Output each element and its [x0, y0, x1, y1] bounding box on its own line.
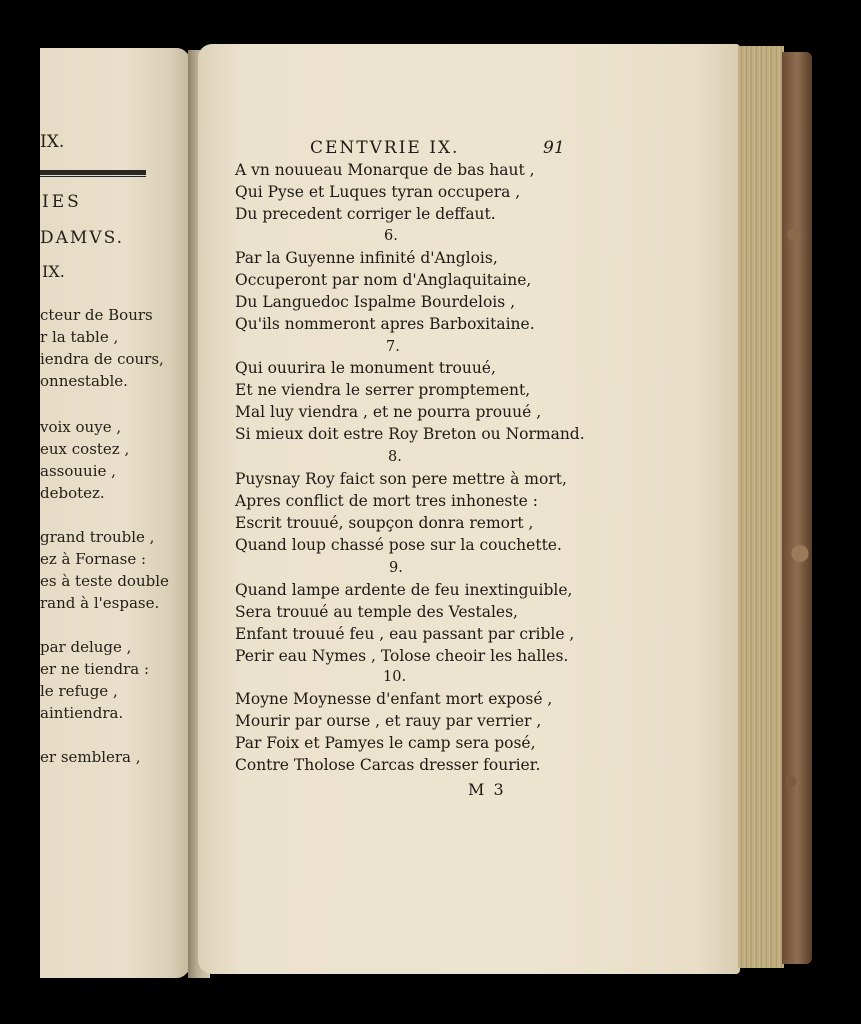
signature-mark: M 3 [468, 780, 506, 799]
quatrain-number: 6. [384, 228, 398, 244]
verse-line: Par Foix et Pamyes le camp sera posé, [235, 734, 536, 752]
verse-line: Du precedent corriger le deffaut. [235, 205, 496, 223]
left-verse-line: voix ouye , [40, 418, 122, 436]
verse-line: A vn nouueau Monarque de bas haut , [235, 161, 535, 179]
verse-line: Sera trouué au temple des Vestales, [235, 603, 518, 621]
verse-line: Mourir par ourse , et rauy par verrier , [235, 712, 542, 730]
page-number: 91 [543, 138, 565, 158]
left-verse-line: eux costez , [40, 440, 130, 458]
marbled-cover [782, 52, 812, 964]
verse-line: Mal luy viendra , et ne pourra prouué , [235, 403, 542, 421]
left-verse-line: debotez. [40, 484, 105, 502]
left-title-line: IES [42, 192, 82, 212]
verse-line: Qui Pyse et Luques tyran occupera , [235, 183, 521, 201]
quatrain-number: 7. [386, 339, 400, 355]
left-verse-line: rand à l'espase. [40, 594, 160, 612]
left-title-line: IX. [42, 262, 65, 281]
verse-line: Quand lampe ardente de feu inextinguible, [235, 581, 573, 599]
left-verse-line: ez à Fornase : [40, 550, 147, 568]
quatrain-number: 10. [383, 669, 407, 685]
verse-line: Perir eau Nymes , Tolose cheoir les halles. [235, 647, 569, 665]
running-head: CENTVRIE IX. [310, 138, 460, 158]
verse-line: Enfant trouué feu , eau passant par crible , [235, 625, 575, 643]
left-page [40, 48, 195, 978]
page-edges [738, 46, 784, 968]
verse-line: Qu'ils nommeront apres Barboxitaine. [235, 315, 535, 333]
left-verse-line: cteur de Bours [40, 306, 153, 324]
verse-line: Occuperont par nom d'Anglaquitaine, [235, 271, 532, 289]
left-verse-line: es à teste double [40, 572, 169, 590]
verse-line: Si mieux doit estre Roy Breton ou Normand. [235, 425, 585, 443]
left-verse-line: le refuge , [40, 682, 118, 700]
left-verse-line: aintiendra. [40, 704, 124, 722]
quatrain-number: 8. [388, 449, 402, 465]
left-verse-line: grand trouble , [40, 528, 155, 546]
verse-line: Du Languedoc Ispalme Bourdelois , [235, 293, 516, 311]
verse-line: Apres conflict de mort tres inhoneste : [235, 492, 538, 510]
left-verse-line: er semblera , [40, 748, 141, 766]
verse-line: Quand loup chassé pose sur la couchette. [235, 536, 562, 554]
header-rule [40, 170, 146, 175]
left-verse-line: iendra de cours, [40, 350, 164, 368]
verse-line: Puysnay Roy faict son pere mettre à mort, [235, 470, 567, 488]
verse-line: Et ne viendra le serrer promptement, [235, 381, 531, 399]
left-running-head: IX. [40, 132, 65, 152]
quatrain-number: 9. [389, 560, 403, 576]
verse-line: Escrit trouué, soupçon donra remort , [235, 514, 534, 532]
left-verse-line: onnestable. [40, 372, 128, 390]
verse-line: Moyne Moynesse d'enfant mort exposé , [235, 690, 553, 708]
left-verse-line: r la table , [40, 328, 119, 346]
left-verse-line: par deluge , [40, 638, 132, 656]
verse-line: Qui ouurira le monument trouué, [235, 359, 496, 377]
verse-line: Par la Guyenne infinité d'Anglois, [235, 249, 498, 267]
verse-line: Contre Tholose Carcas dresser fourier. [235, 756, 541, 774]
left-verse-line: er ne tiendra : [40, 660, 150, 678]
left-title-line: DAMVS. [40, 228, 125, 248]
left-verse-line: assouuie , [40, 462, 116, 480]
